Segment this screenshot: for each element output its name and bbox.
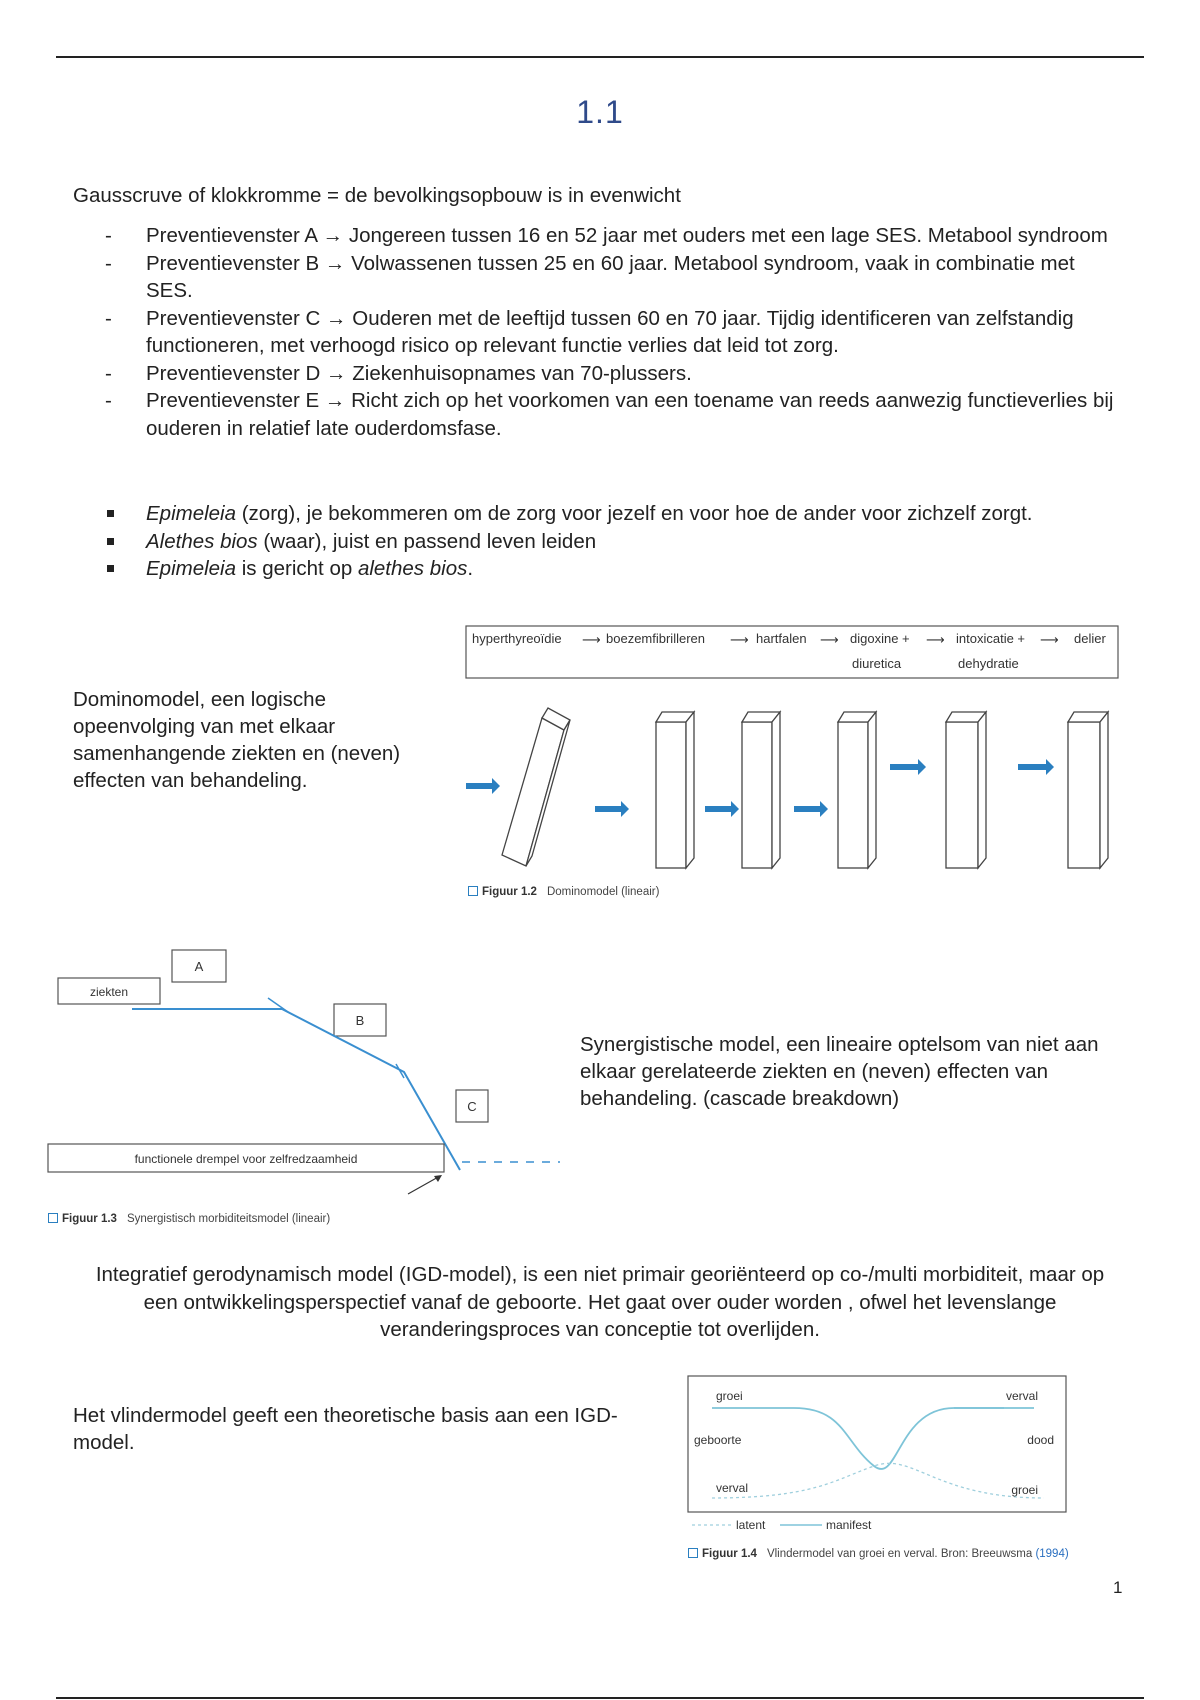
chain-item: intoxicatie + — [956, 631, 1026, 646]
pointer-arrow — [408, 1176, 440, 1194]
caption-square-icon — [48, 1213, 58, 1223]
intro-text: Gausscruve of klokkromme = de bevolkingsopbouw is in evenwicht — [73, 184, 681, 207]
legend-manifest-label: manifest — [826, 1518, 872, 1532]
list-item: Epimeleia is gericht op alethes bios. — [73, 555, 1173, 583]
arrow-icon — [595, 801, 629, 817]
arrow-icon — [466, 778, 500, 794]
verval-left-label: verval — [716, 1481, 749, 1495]
domino-block — [946, 712, 986, 868]
arrow-icon — [794, 801, 828, 817]
chain-item: hartfalen — [756, 631, 807, 646]
list-item: - Preventievenster B → Volwassenen tussen 25 en 60 jaar. Metabool syndroom, vaak in combinatie met SES. — [105, 251, 1075, 302]
domino-block — [742, 712, 780, 868]
list-item: Epimeleia (zorg), je bekommeren om de zorg voor jezelf en voor hoe de ander voor zichzelf zorgt. — [73, 500, 1173, 528]
chain-arrow-icon: ⟶ — [582, 632, 601, 647]
domino-block — [1068, 712, 1108, 868]
ziekten-label: ziekten — [89, 985, 129, 999]
list-item: Alethes bios (waar), juist en passend leven leiden — [73, 528, 1173, 556]
page-heading: 1.1 — [576, 94, 624, 130]
arrow-icon: → — [324, 389, 346, 412]
caption-square-icon — [688, 1548, 698, 1558]
chain-item: hyperthyreoïdie — [472, 631, 562, 646]
domino-model-text: Dominomodel, een logische opeenvolging van met elkaar samenhangende ziekten en (neven) effecten van behandeling. — [73, 688, 401, 792]
list-item: - Preventievenster D → Ziekenhuisopnames van 70-plussers. — [105, 361, 692, 385]
butterfly-figure — [684, 1372, 1084, 1540]
list-item: - Preventievenster E → Richt zich op het voorkomen van een toename van reeds aanwezig functieverlies bij ouderen in relatief late ouderdomsfase. — [105, 389, 1114, 440]
arrow-icon: → — [326, 306, 347, 330]
arrow-icon: → — [322, 224, 344, 247]
geboorte-label: geboorte — [694, 1433, 742, 1447]
chain-subitem: dehydratie — [958, 656, 1019, 671]
chain-arrow-icon: ⟶ — [926, 632, 945, 647]
chain-subitem: diuretica — [852, 656, 902, 671]
synergistic-figure — [44, 944, 564, 1214]
domino-block — [656, 712, 694, 868]
threshold-label: functionele drempel voor zelfredzaamheid — [134, 1152, 358, 1166]
synergistic-model-text: Synergistische model, een lineaire optelsom van niet aan elkaar gerelateerde ziekten en (neven) effecten van behandeling. (cascade breakdown) — [580, 1033, 1099, 1110]
butterfly-model-text: Het vlindermodel geeft een theoretische basis aan een IGD-model. — [73, 1404, 618, 1454]
figure-1-2-caption: Figuur 1.2 Dominomodel (lineair) — [468, 886, 659, 898]
groei-right-label: groei — [1011, 1483, 1038, 1497]
page-number: 1 — [1113, 1578, 1123, 1597]
arrow-icon: → — [324, 251, 346, 275]
chain-item: delier — [1074, 631, 1106, 646]
chain-item: boezemfibrilleren — [606, 631, 705, 646]
arrow-icon: → — [326, 361, 347, 385]
chain-arrow-icon: ⟶ — [730, 632, 749, 647]
list-item: - Preventievenster C → Ouderen met de leeftijd tussen 60 en 70 jaar. Tijdig identificeren van zelfstandig functioneren, met verhoogd risico op relevant functie verlies dat leid tot zorg. — [105, 306, 1074, 357]
caption-square-icon — [468, 886, 478, 896]
prevention-window-list — [73, 222, 1123, 442]
label-a: A — [194, 959, 204, 974]
domino-figure — [460, 618, 1125, 908]
arrow-icon — [890, 759, 926, 775]
domino-block — [838, 712, 876, 868]
falling-domino — [502, 708, 570, 866]
dood-label: dood — [1027, 1433, 1054, 1447]
legend-latent-label: latent — [736, 1518, 766, 1532]
verval-right-label: verval — [1005, 1389, 1038, 1403]
top-rule — [56, 56, 1144, 58]
figure-1-3-caption: Figuur 1.3 Synergistisch morbiditeitsmodel (lineair) — [48, 1213, 330, 1225]
chain-arrow-icon: ⟶ — [820, 632, 839, 647]
arrow-icon — [1018, 759, 1054, 775]
arrow-icon — [705, 801, 739, 817]
concept-bullet-list — [73, 500, 1173, 583]
list-item: - Preventievenster A → Jongereen tussen 16 en 52 jaar met ouders met een lage SES. Metabool syndroom — [105, 224, 1108, 247]
bottom-rule — [56, 1697, 1144, 1699]
groei-left-label: groei — [716, 1389, 743, 1403]
chain-item: digoxine + — [850, 631, 910, 646]
label-b: B — [355, 1013, 365, 1028]
label-c: C — [467, 1099, 477, 1114]
igd-model-text: Integratief gerodynamisch model (IGD-model), is een niet primair georiënteerd op co-/multi morbiditeit, maar op een ontwikkelingsperspectief vanaf de geboorte. Het gaat over ouder worden , ofwel het levenslange veranderingsproces van conceptie tot overlijden. — [95, 1263, 1105, 1341]
chain-arrow-icon: ⟶ — [1040, 632, 1059, 647]
figure-1-4-caption: Figuur 1.4 Vlindermodel van groei en verval. Bron: Breeuwsma (1994) — [688, 1548, 1069, 1560]
